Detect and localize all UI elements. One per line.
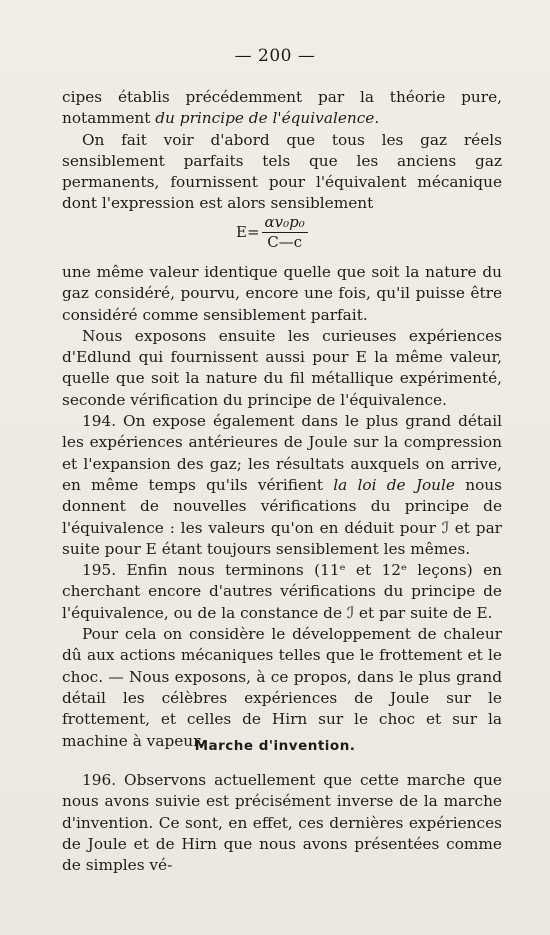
formula-equivalent xyxy=(236,214,308,251)
formula-denominator: C—c xyxy=(267,233,303,251)
page-number: — 200 — xyxy=(234,46,316,66)
paragraph-196: 196. Observons actuellement que cette marche que nous avons suivie est précisément inverse de la marche d'invention. Ce sont, en effet, ces dernières expériences de Joule et de Hirn que nous avons présentées comme de simples vé- xyxy=(62,771,502,875)
paragraph-continuation xyxy=(62,87,502,130)
section-heading: Marche d'invention. xyxy=(194,738,356,754)
opening-block xyxy=(62,87,502,215)
continuation-text: cipes établis précédemment par la théorie pure, notamment xyxy=(62,88,502,128)
continuation-italic-text: du principe de l'équivalence. xyxy=(155,109,380,128)
middle-block xyxy=(62,262,502,752)
formula-fraction xyxy=(262,214,308,251)
paragraph-gaz: On fait voir d'abord que tous les gaz réels sensiblement parfaits tels que les anciens gaz permanents, fournissent pour l'équivalent mécanique dont l'expression est alors sensiblement xyxy=(62,130,502,213)
paragraph-frottement: Pour cela on considère le développement de chaleur dû aux actions mécaniques telles que le frottement et le choc. — Nous exposons, à ce propos, dans le plus grand détail les célèbres expériences de Joule sur le frottement, et celles de Hirn sur le choc et sur la machine à vapeur. xyxy=(62,625,502,750)
closing-block xyxy=(62,770,502,876)
loi-de-joule-italic: la loi de Joule xyxy=(333,475,455,494)
paragraph-194-text-b: nous donnent de nouvelles vérifications du principe de l'équivalence : les valeurs qu'on en déduit pour ℐ et par suite pour E étant toujours sensiblement les mêmes. xyxy=(62,475,502,558)
paragraph-edlund: Nous exposons ensuite les curieuses expériences d'Edlund qui fournissent aussi pour E la même valeur, quelle que soit la nature du fil métallique expérimenté, seconde vérification du principe de l'équivalence. xyxy=(62,326,502,409)
paragraph-195: 195. Enfin nous terminons (11ᵉ et 12ᵉ leçons) en cherchant encore d'autres vérifications du principe de l'équivalence, ou de la constance de ℐ et par suite de E. xyxy=(62,561,502,622)
paragraph-194 xyxy=(62,411,502,560)
formula-lhs: E= xyxy=(236,223,260,241)
paragraph-194-text-a: 194. On expose également dans le plus grand détail les expériences antérieures de Joule sur la compression et l'expansion des gaz; les résultats auxquels on arrive, en même temps qu'ils vérifient xyxy=(62,412,502,494)
paragraph-valeur: une même valeur identique quelle que soit la nature du gaz considéré, pourvu, encore une fois, qu'il puisse être considéré comme sensiblement parfait. xyxy=(62,263,502,324)
formula-numerator: αv₀p₀ xyxy=(262,214,308,233)
